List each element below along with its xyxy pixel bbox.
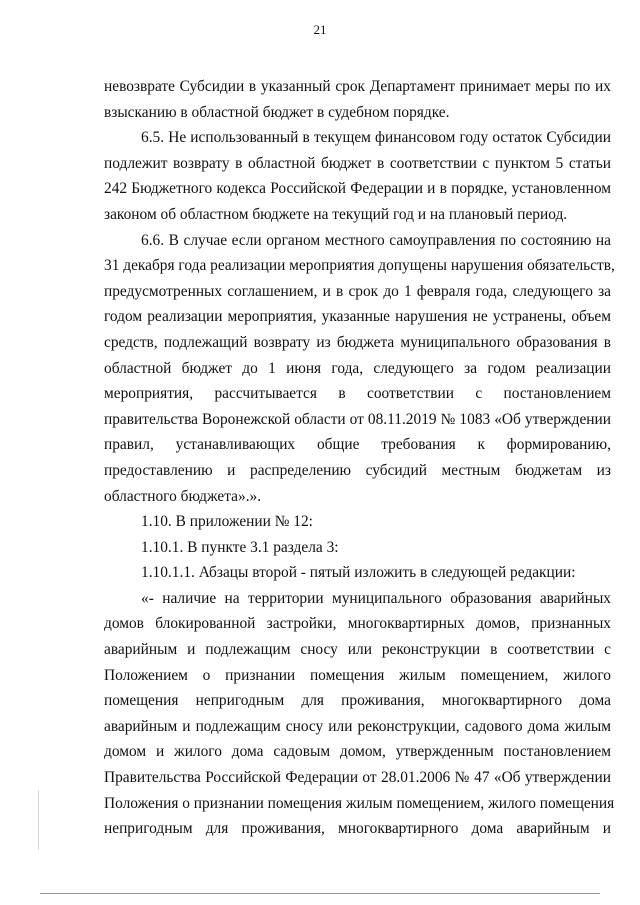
text-line: взысканию в областной бюджет в судебном порядке. <box>104 103 450 121</box>
text-line: домом и жилого дома садовым домом, утвержденным постановлением <box>104 743 611 761</box>
text-line: домов блокированной застройки, многоквартирных домов, признанных <box>104 615 611 633</box>
text-line: областного бюджета».». <box>104 487 262 505</box>
text-line: невозврате Субсидии в указанный срок Департамент принимает меры по их <box>104 78 611 95</box>
text-line: законом об областном бюджете на текущий год и на плановый период. <box>104 205 568 223</box>
scan-artifact <box>38 790 39 850</box>
text-line: Правительства Российской Федерации от 28.01.2006 № 47 «Об утверждении <box>104 769 611 787</box>
document-body <box>104 74 615 842</box>
text-line: Положением о признании помещения жилым помещением, жилого <box>104 666 611 684</box>
text-line: Положения о признании помещения жилым помещением, жилого помещения <box>104 794 615 812</box>
text-line: предусмотренных соглашением, и в срок до 1 февраля года, следующего за <box>104 282 611 300</box>
text-line: аварийным и подлежащим сносу или реконструкции в соответствии с <box>104 641 611 659</box>
text-line: 242 Бюджетного кодекса Российской Федерации и в порядке, установленном <box>104 180 611 198</box>
text-line: 31 декабря года реализации мероприятия допущены нарушения обязательств, <box>104 257 615 275</box>
text-line: годом реализации мероприятия, указанные нарушения не устранены, объем <box>104 308 611 326</box>
text-line: областной бюджет до 1 июня года, следующего за годом реализации <box>104 359 611 377</box>
text-line: 6.5. Не использованный в текущем финансовом году остаток Субсидии <box>141 129 611 147</box>
text-line: 6.6. В случае если органом местного самоуправления по состоянию на <box>141 231 611 249</box>
text-line: правил, устанавливающих общие требования к формированию, <box>104 436 611 454</box>
text-line: 1.10. В приложении № 12: <box>141 513 313 531</box>
text-line: мероприятия, рассчитывается в соответствии с постановлением <box>104 385 611 403</box>
text-line: предоставлению и распределению субсидий местным бюджетам из <box>104 461 611 479</box>
text-line: непригодным для проживания, многоквартирного дома аварийным и <box>104 820 611 838</box>
text-line: «- наличие на территории муниципального образования аварийных <box>141 589 611 607</box>
page-bottom-rule <box>40 893 600 894</box>
page-number: 21 <box>313 22 327 37</box>
text-line: 1.10.1.1. Абзацы второй - пятый изложить в следующей редакции: <box>141 564 576 582</box>
text-line: подлежит возврату в областной бюджет в соответствии с пунктом 5 статьи <box>104 154 611 172</box>
text-line: аварийным и подлежащим сносу или реконструкции, садового дома жилым <box>104 717 611 735</box>
text-line: 1.10.1. В пункте 3.1 раздела 3: <box>141 538 339 556</box>
text-line: средств, подлежащий возврату из бюджета муниципального образования в <box>104 333 611 351</box>
text-line: помещения непригодным для проживания, многоквартирного дома <box>104 692 611 710</box>
text-line: правительства Воронежской области от 08.11.2019 № 1083 «Об утверждении <box>104 410 611 428</box>
